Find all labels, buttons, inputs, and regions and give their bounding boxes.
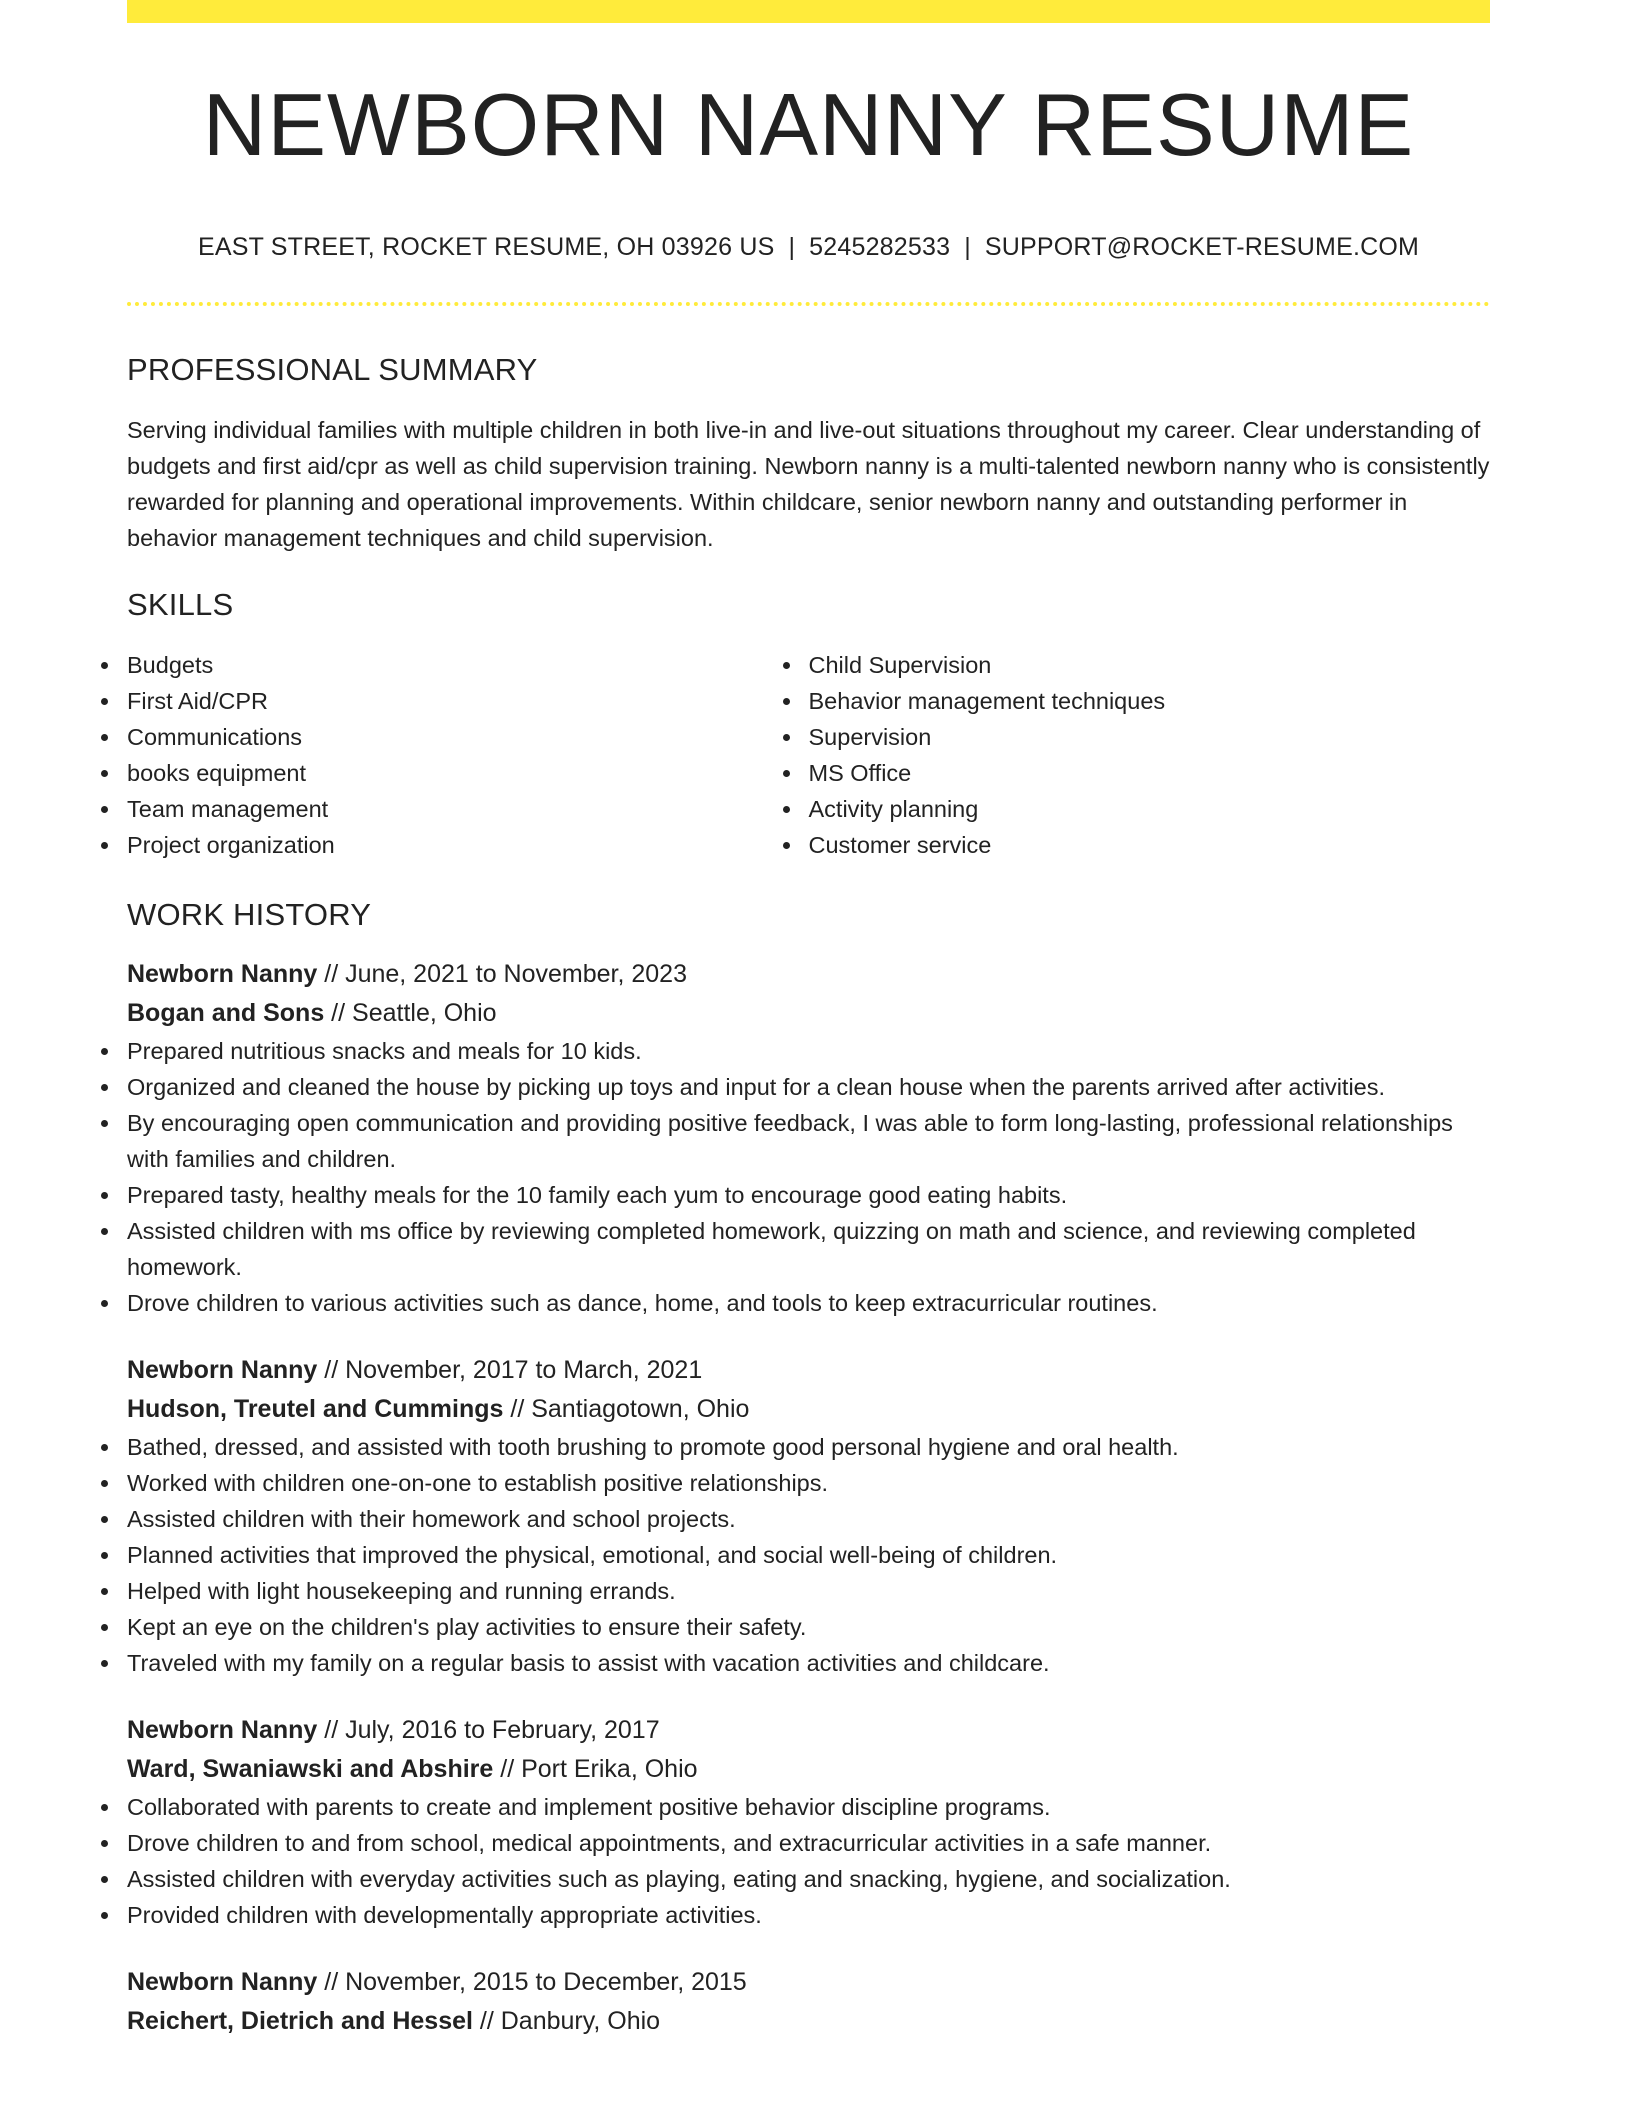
- job-bullets: [127, 1033, 1490, 1321]
- job-bullet: Assisted children with everyday activities such as playing, eating and snacking, hygiene, and socialization.: [127, 1861, 1490, 1897]
- job-bullets: [127, 1429, 1490, 1681]
- skill-item: Communications: [127, 719, 809, 755]
- skill-item: Child Supervision: [809, 647, 1491, 683]
- email: SUPPORT@ROCKET-RESUME.COM: [984, 233, 1420, 261]
- job-bullet: Kept an eye on the children's play activities to ensure their safety.: [127, 1609, 1490, 1645]
- job-location: // Seattle, Ohio: [324, 999, 497, 1027]
- job-role: Newborn Nanny: [127, 960, 318, 988]
- job-role: Newborn Nanny: [127, 1356, 318, 1384]
- skills-heading: SKILLS: [127, 587, 234, 622]
- summary-heading: PROFESSIONAL SUMMARY: [127, 352, 538, 387]
- skill-item: Budgets: [127, 647, 809, 683]
- job-title-line: [127, 1711, 1490, 1750]
- job-role: Newborn Nanny: [127, 1716, 318, 1744]
- job-bullet: Provided children with developmentally appropriate activities.: [127, 1897, 1490, 1933]
- skill-item: Activity planning: [809, 791, 1491, 827]
- job-title-line: [127, 1963, 1490, 2002]
- job-company-line: [127, 1750, 1490, 1789]
- work-history-heading: WORK HISTORY: [127, 897, 372, 932]
- job-role: Newborn Nanny: [127, 1968, 318, 1996]
- job-company: Reichert, Dietrich and Hessel: [127, 2007, 473, 2035]
- job-entry: [127, 1963, 1490, 2041]
- resume-title: NEWBORN NANNY RESUME: [202, 75, 1415, 174]
- job-bullet: By encouraging open communication and providing positive feedback, I was able to form long-lasting, professional relationships with families and children.: [127, 1105, 1490, 1177]
- phone: 5245282533: [809, 233, 951, 261]
- contact-separator: |: [964, 233, 971, 261]
- job-dates: // November, 2017 to March, 2021: [317, 1356, 703, 1384]
- job-location: // Port Erika, Ohio: [493, 1755, 698, 1783]
- summary-text: Serving individual families with multiple children in both live-in and live-out situations throughout my career. Clear understanding of budgets and first aid/cpr as well as child supervision training. Newborn nanny is a multi-talented newborn nanny who is consistently rewarded for planning and operational improvements. Within childcare, senior newborn nanny and outstanding performer in behavior management techniques and child supervision.: [127, 417, 1490, 551]
- job-company: Bogan and Sons: [127, 999, 325, 1027]
- skill-item: Project organization: [127, 827, 809, 863]
- job-bullet: Prepared nutritious snacks and meals for 10 kids.: [127, 1033, 1490, 1069]
- job-location: // Danbury, Ohio: [472, 2007, 661, 2035]
- skills-grid: [127, 647, 1490, 863]
- job-bullet: Planned activities that improved the physical, emotional, and social well-being of children.: [127, 1537, 1490, 1573]
- skills-left-column: [127, 647, 809, 863]
- job-bullet: Bathed, dressed, and assisted with tooth brushing to promote good personal hygiene and oral health.: [127, 1429, 1490, 1465]
- skill-item: Customer service: [809, 827, 1491, 863]
- job-bullets: [127, 1789, 1490, 1933]
- job-company-line: [127, 2002, 1490, 2041]
- job-bullet: Worked with children one-on-one to establish positive relationships.: [127, 1465, 1490, 1501]
- job-bullet: Assisted children with ms office by reviewing completed homework, quizzing on math and science, and reviewing completed homework.: [127, 1213, 1490, 1285]
- job-company: Hudson, Treutel and Cummings: [127, 1395, 504, 1423]
- job-bullet: Assisted children with their homework and school projects.: [127, 1501, 1490, 1537]
- contact-separator: |: [788, 233, 796, 261]
- job-bullet: Drove children to various activities such as dance, home, and tools to keep extracurricular routines.: [127, 1285, 1490, 1321]
- top-accent-bar: [127, 0, 1490, 23]
- job-dates: // June, 2021 to November, 2023: [317, 960, 687, 988]
- job-bullet: Prepared tasty, healthy meals for the 10 family each yum to encourage good eating habits.: [127, 1177, 1490, 1213]
- job-entry: [127, 1351, 1490, 1681]
- skill-item: books equipment: [127, 755, 809, 791]
- job-bullet: Collaborated with parents to create and implement positive behavior discipline programs.: [127, 1789, 1490, 1825]
- skill-item: Team management: [127, 791, 809, 827]
- skill-item: MS Office: [809, 755, 1491, 791]
- job-bullet: Organized and cleaned the house by picking up toys and input for a clean house when the parents arrived after activities.: [127, 1069, 1490, 1105]
- job-location: // Santiagotown, Ohio: [503, 1395, 750, 1423]
- job-title-line: [127, 1351, 1490, 1390]
- job-entry: [127, 955, 1490, 1321]
- header-divider: [127, 302, 1490, 306]
- skill-item: Behavior management techniques: [809, 683, 1491, 719]
- job-dates: // July, 2016 to February, 2017: [317, 1716, 660, 1744]
- skill-item: Supervision: [809, 719, 1491, 755]
- job-bullet: Helped with light housekeeping and running errands.: [127, 1573, 1490, 1609]
- job-company: Ward, Swaniawski and Abshire: [127, 1755, 494, 1783]
- job-bullet: Traveled with my family on a regular basis to assist with vacation activities and childcare.: [127, 1645, 1490, 1681]
- skills-right-column: [809, 647, 1491, 863]
- job-title-line: [127, 955, 1490, 994]
- contact-line: [127, 235, 1490, 260]
- job-bullet: Drove children to and from school, medical appointments, and extracurricular activities in a safe manner.: [127, 1825, 1490, 1861]
- job-company-line: [127, 1390, 1490, 1429]
- job-company-line: [127, 994, 1490, 1033]
- address: EAST STREET, ROCKET RESUME, OH 03926 US: [197, 233, 775, 261]
- resume-page: [127, 0, 1490, 2041]
- job-entry: [127, 1711, 1490, 1933]
- skill-item: First Aid/CPR: [127, 683, 809, 719]
- job-dates: // November, 2015 to December, 2015: [317, 1968, 747, 1996]
